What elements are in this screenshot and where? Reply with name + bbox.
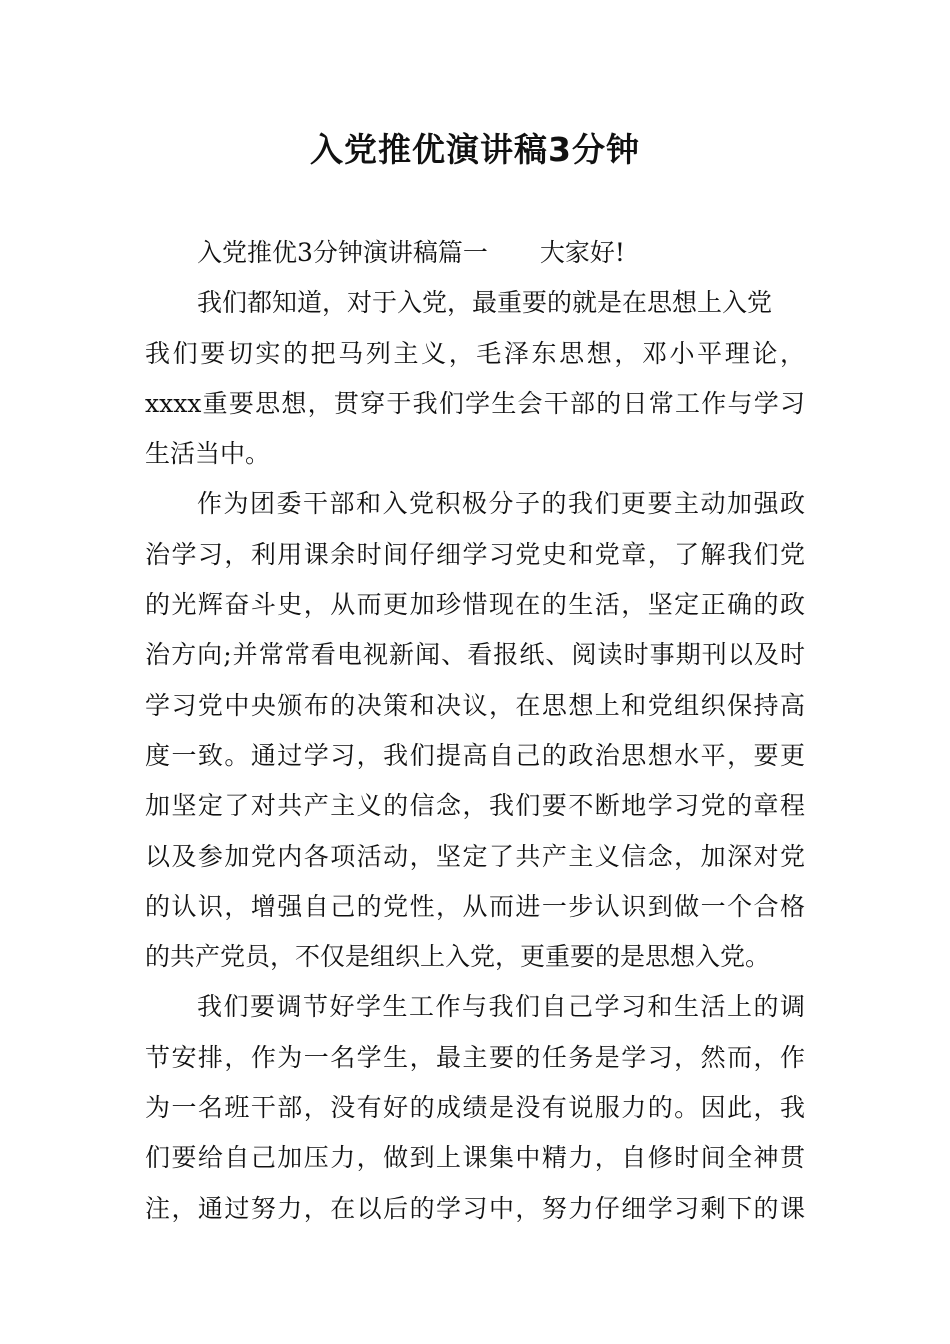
opening-line (145, 228, 805, 278)
text-line: 们要给自己加压力，做到上课集中精力，自修时间全神贯 (145, 1143, 805, 1173)
paragraph-lines (145, 278, 805, 1234)
text-line: 注，通过努力，在以后的学习中，努力仔细学习剩下的课 (145, 1193, 805, 1223)
text-line: 的共产党员，不仅是组织上入党，更重要的是思想入党。 (145, 942, 771, 972)
text-line: 我们要切实的把马列主义，毛泽东思想，邓小平理论， (145, 338, 805, 368)
text-line: 度一致。通过学习，我们提高自己的政治思想水平，要更 (145, 740, 805, 770)
text-line: 作为团委干部和入党积极分子的我们更要主动加强政 (197, 489, 805, 519)
text-line: 节安排，作为一名学生，最主要的任务是学习，然而，作 (145, 1042, 805, 1072)
text-line: 学习党中央颁布的决策和决议，在思想上和党组织保持高 (145, 690, 805, 720)
text-line: 加坚定了对共产主义的信念，我们要不断地学习党的章程 (145, 791, 805, 821)
document-title: 入党推优演讲稿3分钟 (310, 130, 640, 169)
greeting-text: 大家好! (539, 238, 625, 267)
text-line: xxxx重要思想，贯穿于我们学生会干部的日常工作与学习 (145, 388, 805, 418)
text-line: 治方向;并常常看电视新闻、看报纸、阅读时事期刊以及时 (145, 640, 805, 670)
text-line: 为一名班干部，没有好的成绩是没有说服力的。因此，我 (145, 1093, 805, 1123)
section-heading: 入党推优3分钟演讲稿篇一 (197, 238, 488, 267)
text-line: 生活当中。 (145, 439, 271, 469)
text-line: 的光辉奋斗史，从而更加珍惜现在的生活，坚定正确的政 (145, 590, 805, 620)
text-line: 治学习，利用课余时间仔细学习党史和党章，了解我们党 (145, 539, 805, 569)
text-line: 我们都知道，对于入党，最重要的就是在思想上入党 (197, 288, 773, 318)
text-line: 的认识，增强自己的党性，从而进一步认识到做一个合格 (145, 891, 805, 921)
document-body (145, 228, 805, 1234)
text-line: 以及参加党内各项活动，坚定了共产主义信念，加深对党 (145, 841, 805, 871)
text-line: 我们要调节好学生工作与我们自己学习和生活上的调 (197, 992, 805, 1022)
